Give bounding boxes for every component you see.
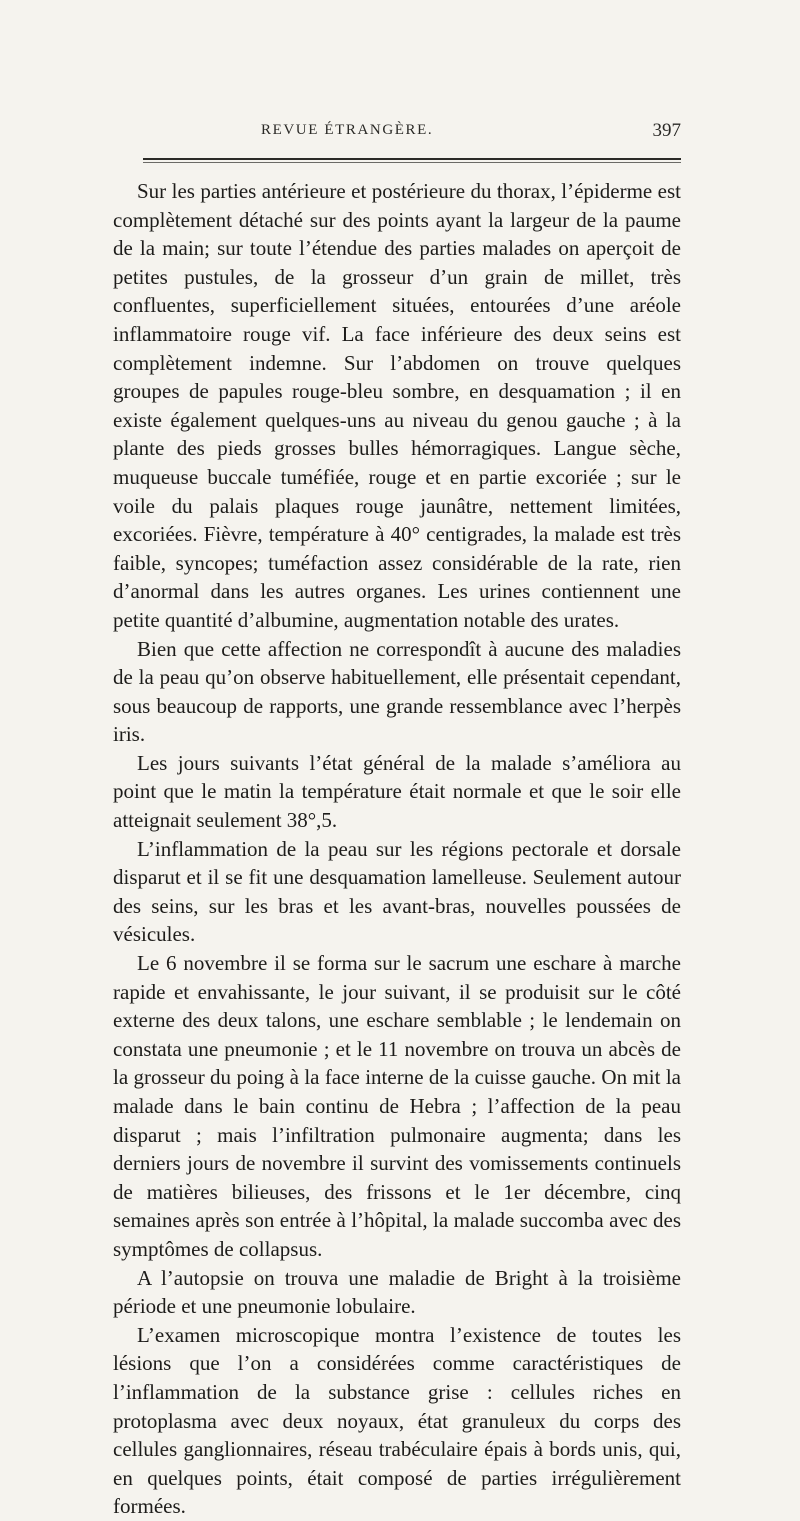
header-rule: [143, 158, 681, 160]
paragraph: Les jours suivants l’état général de la malade s’améliora au point que le matin la température était normale et que le soir elle atteignait seulement 38°,5.: [113, 750, 681, 833]
paragraph: A l’autopsie on trouva une maladie de Bright à la troisième période et une pneumonie lobulaire.: [113, 1265, 681, 1319]
paragraph: L’examen microscopique montra l’existence de toutes les lésions que l’on a considérées comme caractéristiques de l’inflammation de la substance grise : cellules riches en protoplasma avec deux noyaux, état granuleux du corps des cellules ganglionnaires, réseau trabéculaire épais à bords unis, qui, en quelques points, était composé de parties irrégulièrement formées.: [113, 1322, 681, 1519]
page-header: [143, 120, 681, 146]
running-title: REVUE ÉTRANGÈRE.: [261, 122, 434, 138]
paragraph: Bien que cette affection ne correspondît à aucune des maladies de la peau qu’on observe habituellement, elle présentait cependant, sous beaucoup de rapports, une grande ressemblance avec l’herpès iris.: [113, 636, 681, 747]
paragraph: Le 6 novembre il se forma sur le sacrum une eschare à marche rapide et envahissante, le jour suivant, il se produisit sur le côté externe des deux talons, une eschare semblable ; le lendemain on constata une pneumonie ; et le 11 novembre on trouva un abcès de la grosseur du poing à la face interne de la cuisse gauche. On mit la malade dans le bain continu de Hebra ; l’affection de la peau disparut ; mais l’infiltration pulmonaire augmenta; dans les derniers jours de novembre il survint des vomissements continuels de matières bilieuses, des frissons et le 1er décembre, cinq semaines après son entrée à l’hôpital, la malade succomba avec des symptômes de collapsus.: [113, 951, 681, 1261]
page-number: 397: [652, 120, 681, 141]
body-text: [113, 177, 681, 1521]
paragraph: Sur les parties antérieure et postérieure du thorax, l’épiderme est complètement détaché sur des points ayant la largeur de la paume de la main; sur toute l’étendue des parties malades on aperçoit de petites pustules, de la grosseur d’un grain de millet, très confluentes, superficiellement situées, entourées d’une aréole inflammatoire rouge vif. La face inférieure des deux seins est complètement indemne. Sur l’abdomen on trouve quelques groupes de papules rouge-bleu sombre, en desquamation ; il en existe également quelques-uns au niveau du genou gauche ; à la plante des pieds grosses bulles hémorragiques. Langue sèche, muqueuse buccale tuméfiée, rouge et en partie excoriée ; sur le voile du palais plaques rouge jaunâtre, nettement limitées, excoriées. Fièvre, température à 40° centigrades, la malade est très faible, syncopes; tuméfaction assez considérable de la rate, rien d’anormal dans les autres organes. Les urines contiennent une petite quantité d’albumine, augmentation notable des urates.: [113, 179, 681, 632]
header-rule-thin: [143, 162, 681, 163]
paragraph: L’inflammation de la peau sur les régions pectorale et dorsale disparut et il se fit une desquamation lamelleuse. Seulement autour des seins, sur les bras et les avant-bras, nouvelles poussées de vésicules.: [113, 836, 681, 947]
